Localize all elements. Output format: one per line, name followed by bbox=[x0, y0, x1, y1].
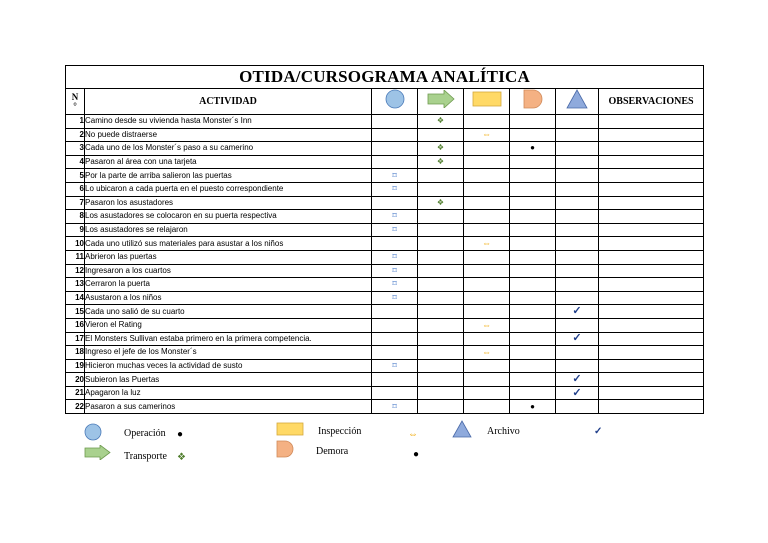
archive-mark: ✓ bbox=[572, 373, 582, 386]
operation-mark: ⌑ bbox=[392, 225, 397, 235]
transport-header bbox=[418, 89, 464, 115]
page-title: OTIDA/CURSOGRAMA ANALÍTICA bbox=[66, 66, 704, 89]
row-archive-cell bbox=[556, 359, 599, 373]
row-observations bbox=[599, 264, 704, 278]
activity-header: ACTIVIDAD bbox=[85, 89, 372, 115]
operation-header bbox=[372, 89, 418, 115]
operation-mark: ⌑ bbox=[392, 401, 397, 411]
row-inspection-cell bbox=[464, 223, 510, 237]
archive-mark: ✓ bbox=[572, 305, 582, 318]
operation-mark: ⌑ bbox=[392, 265, 397, 275]
row-archive-cell bbox=[556, 223, 599, 237]
row-number: 14 bbox=[66, 291, 85, 305]
row-delay-cell bbox=[510, 250, 556, 264]
table-row bbox=[66, 332, 704, 346]
row-operation-cell bbox=[372, 128, 418, 142]
inspection-mark: ⇔ bbox=[482, 129, 491, 140]
row-number: 8 bbox=[66, 210, 85, 224]
row-inspection-cell bbox=[464, 373, 510, 387]
row-delay-cell bbox=[510, 237, 556, 251]
row-inspection-cell bbox=[464, 400, 510, 414]
table-row bbox=[66, 196, 704, 210]
row-archive-cell bbox=[556, 291, 599, 305]
table-row bbox=[66, 223, 704, 237]
row-observations bbox=[599, 332, 704, 346]
row-transport-cell bbox=[418, 291, 464, 305]
row-archive-cell bbox=[556, 332, 599, 346]
row-transport-cell bbox=[418, 278, 464, 292]
row-number: 9 bbox=[66, 223, 85, 237]
operation-mark: ⌑ bbox=[392, 360, 397, 370]
number-header-top: N bbox=[71, 91, 79, 102]
row-observations bbox=[599, 169, 704, 183]
row-delay-cell bbox=[510, 318, 556, 332]
row-archive-cell bbox=[556, 373, 599, 387]
row-transport-cell bbox=[418, 386, 464, 400]
row-inspection-cell bbox=[464, 250, 510, 264]
transport-mark: ❖ bbox=[436, 116, 445, 126]
row-activity: El Monsters Sullivan estaba primero en la primera competencia. bbox=[85, 332, 372, 346]
row-activity: Ingreso el jefe de los Monster´s bbox=[85, 346, 372, 360]
legend-archive-label: Archivo bbox=[487, 426, 520, 437]
table-row bbox=[66, 115, 704, 129]
row-observations bbox=[599, 115, 704, 129]
row-inspection-cell bbox=[464, 332, 510, 346]
transport-mark: ❖ bbox=[436, 157, 445, 167]
row-activity: Los asustadores se colocaron en su puerta respectiva bbox=[85, 210, 372, 224]
row-transport-cell bbox=[418, 264, 464, 278]
row-operation-cell bbox=[372, 264, 418, 278]
row-observations bbox=[599, 318, 704, 332]
table-row bbox=[66, 346, 704, 360]
delay-d-icon bbox=[522, 89, 544, 109]
table-row bbox=[66, 250, 704, 264]
row-inspection-cell bbox=[464, 291, 510, 305]
operation-mark: ⌑ bbox=[392, 252, 397, 262]
transport-arrow-icon bbox=[427, 90, 455, 108]
row-inspection-cell bbox=[464, 115, 510, 129]
row-operation-cell bbox=[372, 359, 418, 373]
row-observations bbox=[599, 250, 704, 264]
archive-triangle-icon bbox=[566, 89, 588, 109]
row-activity: Subieron las Puertas bbox=[85, 373, 372, 387]
row-archive-cell bbox=[556, 250, 599, 264]
row-archive-cell bbox=[556, 196, 599, 210]
row-activity: Asustaron a los niños bbox=[85, 291, 372, 305]
row-archive-cell bbox=[556, 278, 599, 292]
row-inspection-cell bbox=[464, 346, 510, 360]
transport-mark: ❖ bbox=[436, 197, 445, 207]
row-archive-cell bbox=[556, 182, 599, 196]
row-transport-cell bbox=[418, 142, 464, 156]
row-archive-cell bbox=[556, 400, 599, 414]
row-activity: Camino desde su vivienda hasta Monster´s Inn bbox=[85, 115, 372, 129]
table-row bbox=[66, 182, 704, 196]
legend-operation-label: Operación bbox=[124, 428, 166, 439]
row-observations bbox=[599, 128, 704, 142]
table-row bbox=[66, 318, 704, 332]
row-delay-cell bbox=[510, 128, 556, 142]
row-number: 4 bbox=[66, 155, 85, 169]
row-archive-cell bbox=[556, 155, 599, 169]
row-observations bbox=[599, 359, 704, 373]
row-operation-cell bbox=[372, 115, 418, 129]
legend-inspection-mark: ⇔ bbox=[408, 429, 418, 440]
table-row bbox=[66, 291, 704, 305]
row-activity: Abrieron las puertas bbox=[85, 250, 372, 264]
table-row bbox=[66, 264, 704, 278]
row-operation-cell bbox=[372, 210, 418, 224]
row-observations bbox=[599, 291, 704, 305]
row-delay-cell bbox=[510, 346, 556, 360]
row-activity: Pasaron a sus camerinos bbox=[85, 400, 372, 414]
row-number: 16 bbox=[66, 318, 85, 332]
activity-rows bbox=[66, 115, 704, 414]
row-archive-cell bbox=[556, 318, 599, 332]
row-activity: Ingresaron a los cuartos bbox=[85, 264, 372, 278]
legend-archive-icon bbox=[452, 420, 472, 438]
row-observations bbox=[599, 210, 704, 224]
row-archive-cell bbox=[556, 346, 599, 360]
row-transport-cell bbox=[418, 223, 464, 237]
row-inspection-cell bbox=[464, 278, 510, 292]
row-number: 3 bbox=[66, 142, 85, 156]
observations-header: OBSERVACIONES bbox=[599, 89, 704, 115]
row-number: 21 bbox=[66, 386, 85, 400]
row-inspection-cell bbox=[464, 196, 510, 210]
row-number: 6 bbox=[66, 182, 85, 196]
row-delay-cell bbox=[510, 386, 556, 400]
row-observations bbox=[599, 142, 704, 156]
row-activity: Lo ubicaron a cada puerta en el puesto correspondiente bbox=[85, 182, 372, 196]
table-row bbox=[66, 305, 704, 319]
row-observations bbox=[599, 305, 704, 319]
operation-circle-icon bbox=[384, 89, 406, 109]
inspection-mark: ⇔ bbox=[482, 346, 491, 357]
row-operation-cell bbox=[372, 291, 418, 305]
row-transport-cell bbox=[418, 210, 464, 224]
row-operation-cell bbox=[372, 318, 418, 332]
row-operation-cell bbox=[372, 182, 418, 196]
table-row bbox=[66, 210, 704, 224]
row-activity: No puede distraerse bbox=[85, 128, 372, 142]
transport-mark: ❖ bbox=[436, 143, 445, 153]
row-number: 18 bbox=[66, 346, 85, 360]
row-archive-cell bbox=[556, 128, 599, 142]
row-inspection-cell bbox=[464, 264, 510, 278]
row-inspection-cell bbox=[464, 128, 510, 142]
operation-mark: ⌑ bbox=[392, 279, 397, 289]
row-transport-cell bbox=[418, 400, 464, 414]
legend-archive-mark: ✓ bbox=[594, 426, 603, 437]
archive-mark: ✓ bbox=[572, 386, 582, 399]
row-activity: Cada uno de los Monster´s paso a su camerino bbox=[85, 142, 372, 156]
row-number: 13 bbox=[66, 278, 85, 292]
row-transport-cell bbox=[418, 128, 464, 142]
row-delay-cell bbox=[510, 182, 556, 196]
table-row bbox=[66, 142, 704, 156]
row-transport-cell bbox=[418, 373, 464, 387]
table-row bbox=[66, 128, 704, 142]
row-archive-cell bbox=[556, 115, 599, 129]
row-delay-cell bbox=[510, 210, 556, 224]
row-delay-cell bbox=[510, 264, 556, 278]
row-archive-cell bbox=[556, 142, 599, 156]
delay-mark: ● bbox=[530, 401, 535, 411]
row-observations bbox=[599, 155, 704, 169]
row-number: 17 bbox=[66, 332, 85, 346]
row-operation-cell bbox=[372, 196, 418, 210]
cursograma-table bbox=[65, 65, 704, 414]
row-transport-cell bbox=[418, 346, 464, 360]
row-inspection-cell bbox=[464, 237, 510, 251]
row-operation-cell bbox=[372, 400, 418, 414]
table-row bbox=[66, 278, 704, 292]
row-activity: Vieron el Rating bbox=[85, 318, 372, 332]
operation-mark: ⌑ bbox=[392, 184, 397, 194]
row-number: 20 bbox=[66, 373, 85, 387]
legend-operation-icon bbox=[84, 423, 102, 441]
row-operation-cell bbox=[372, 278, 418, 292]
row-operation-cell bbox=[372, 223, 418, 237]
row-number: 19 bbox=[66, 359, 85, 373]
row-delay-cell bbox=[510, 223, 556, 237]
table-row bbox=[66, 400, 704, 414]
number-header-bottom: ° bbox=[73, 100, 77, 111]
row-archive-cell bbox=[556, 210, 599, 224]
delay-header bbox=[510, 89, 556, 115]
row-transport-cell bbox=[418, 359, 464, 373]
delay-mark: ● bbox=[530, 143, 535, 153]
row-delay-cell bbox=[510, 278, 556, 292]
row-transport-cell bbox=[418, 115, 464, 129]
row-transport-cell bbox=[418, 305, 464, 319]
row-number: 7 bbox=[66, 196, 85, 210]
row-number: 11 bbox=[66, 250, 85, 264]
row-delay-cell bbox=[510, 400, 556, 414]
row-archive-cell bbox=[556, 305, 599, 319]
row-inspection-cell bbox=[464, 305, 510, 319]
row-inspection-cell bbox=[464, 182, 510, 196]
legend-inspection-label: Inspección bbox=[318, 426, 362, 437]
row-inspection-cell bbox=[464, 359, 510, 373]
inspection-rectangle-icon bbox=[472, 91, 502, 107]
row-observations bbox=[599, 400, 704, 414]
row-transport-cell bbox=[418, 182, 464, 196]
row-operation-cell bbox=[372, 237, 418, 251]
row-delay-cell bbox=[510, 142, 556, 156]
row-inspection-cell bbox=[464, 169, 510, 183]
row-operation-cell bbox=[372, 142, 418, 156]
row-delay-cell bbox=[510, 155, 556, 169]
row-inspection-cell bbox=[464, 155, 510, 169]
inspection-header bbox=[464, 89, 510, 115]
row-number: 5 bbox=[66, 169, 85, 183]
row-number: 15 bbox=[66, 305, 85, 319]
legend-delay-label: Demora bbox=[316, 446, 349, 457]
row-operation-cell bbox=[372, 346, 418, 360]
operation-mark: ⌑ bbox=[392, 211, 397, 221]
row-transport-cell bbox=[418, 332, 464, 346]
row-inspection-cell bbox=[464, 386, 510, 400]
row-number: 2 bbox=[66, 128, 85, 142]
legend-inspection-icon bbox=[276, 422, 304, 436]
row-number: 22 bbox=[66, 400, 85, 414]
row-inspection-cell bbox=[464, 142, 510, 156]
row-transport-cell bbox=[418, 196, 464, 210]
row-activity: Apagaron la luz bbox=[85, 386, 372, 400]
legend-transport-mark: ❖ bbox=[177, 452, 186, 463]
row-delay-cell bbox=[510, 291, 556, 305]
row-number: 12 bbox=[66, 264, 85, 278]
legend-transport-icon bbox=[84, 445, 111, 460]
row-archive-cell bbox=[556, 264, 599, 278]
legend-delay-icon bbox=[276, 440, 294, 458]
row-delay-cell bbox=[510, 169, 556, 183]
inspection-mark: ⇔ bbox=[482, 238, 491, 249]
row-activity: Pasaron al área con una tarjeta bbox=[85, 155, 372, 169]
row-activity: Cerraron la puerta bbox=[85, 278, 372, 292]
row-number: 1 bbox=[66, 115, 85, 129]
row-archive-cell bbox=[556, 386, 599, 400]
row-transport-cell bbox=[418, 250, 464, 264]
row-observations bbox=[599, 346, 704, 360]
legend-transport-label: Transporte bbox=[124, 451, 167, 462]
row-operation-cell bbox=[372, 250, 418, 264]
number-header bbox=[66, 89, 85, 115]
row-transport-cell bbox=[418, 169, 464, 183]
table-row bbox=[66, 169, 704, 183]
row-archive-cell bbox=[556, 169, 599, 183]
header-row bbox=[66, 89, 704, 115]
row-delay-cell bbox=[510, 332, 556, 346]
row-archive-cell bbox=[556, 237, 599, 251]
row-activity: Los asustadores se relajaron bbox=[85, 223, 372, 237]
table-row bbox=[66, 237, 704, 251]
row-transport-cell bbox=[418, 237, 464, 251]
row-delay-cell bbox=[510, 196, 556, 210]
row-operation-cell bbox=[372, 169, 418, 183]
operation-mark: ⌑ bbox=[392, 170, 397, 180]
row-operation-cell bbox=[372, 155, 418, 169]
row-transport-cell bbox=[418, 155, 464, 169]
row-operation-cell bbox=[372, 373, 418, 387]
archive-mark: ✓ bbox=[572, 332, 582, 345]
row-operation-cell bbox=[372, 386, 418, 400]
row-observations bbox=[599, 182, 704, 196]
row-delay-cell bbox=[510, 373, 556, 387]
legend-operation-mark: ● bbox=[177, 429, 184, 440]
row-activity: Cada uno salió de su cuarto bbox=[85, 305, 372, 319]
row-inspection-cell bbox=[464, 210, 510, 224]
row-delay-cell bbox=[510, 359, 556, 373]
table-row bbox=[66, 386, 704, 400]
row-observations bbox=[599, 373, 704, 387]
row-operation-cell bbox=[372, 305, 418, 319]
operation-mark: ⌑ bbox=[392, 293, 397, 303]
legend-delay-mark: ● bbox=[413, 449, 420, 460]
row-inspection-cell bbox=[464, 318, 510, 332]
row-operation-cell bbox=[372, 332, 418, 346]
row-observations bbox=[599, 386, 704, 400]
archive-header bbox=[556, 89, 599, 115]
row-observations bbox=[599, 223, 704, 237]
row-activity: Hicieron muchas veces la actividad de susto bbox=[85, 359, 372, 373]
row-number: 10 bbox=[66, 237, 85, 251]
table-row bbox=[66, 373, 704, 387]
row-delay-cell bbox=[510, 115, 556, 129]
row-observations bbox=[599, 237, 704, 251]
row-activity: Pasaron los asustadores bbox=[85, 196, 372, 210]
row-observations bbox=[599, 196, 704, 210]
row-activity: Por la parte de arriba salieron las puertas bbox=[85, 169, 372, 183]
row-observations bbox=[599, 278, 704, 292]
row-transport-cell bbox=[418, 318, 464, 332]
table-row bbox=[66, 155, 704, 169]
table-row bbox=[66, 359, 704, 373]
inspection-mark: ⇔ bbox=[482, 319, 491, 330]
row-delay-cell bbox=[510, 305, 556, 319]
row-activity: Cada uno utilizó sus materiales para asustar a los niños bbox=[85, 237, 372, 251]
